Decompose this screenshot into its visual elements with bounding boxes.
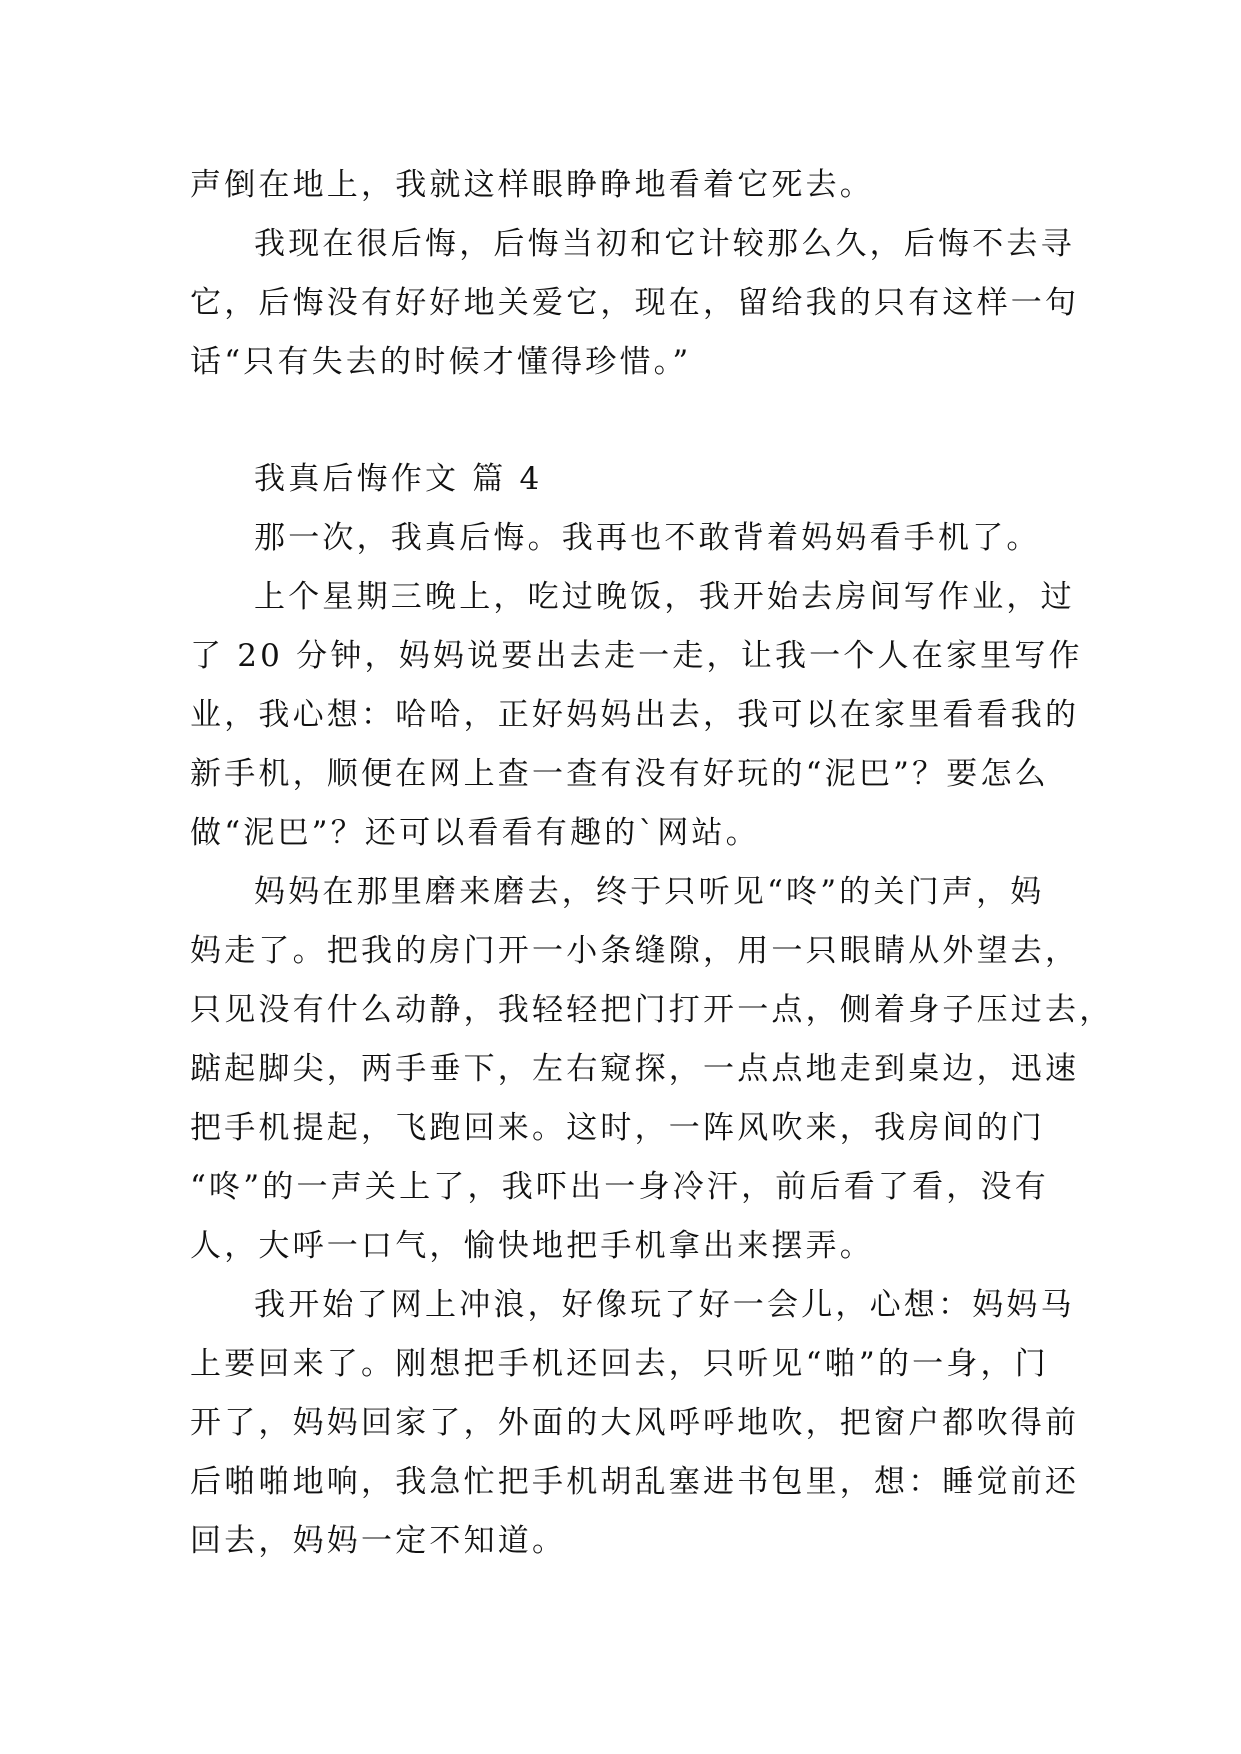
text-line: 那一次，我真后悔。我再也不敢背着妈妈看手机了。: [254, 520, 1041, 556]
text-line: 回去，妈妈一定不知道。: [190, 1523, 567, 1559]
text-line: 踮起脚尖，两手垂下，左右窥探，一点点地走到桌边，迅速: [190, 1051, 1080, 1087]
text-line: 把手机提起，飞跑回来。这时，一阵风吹来，我房间的门: [190, 1110, 1045, 1146]
text-line: 只见没有什么动静，我轻轻把门打开一点，侧着身子压过去，: [190, 992, 1114, 1028]
text-line: 开了，妈妈回家了，外面的大风呼呼地吹，把窗户都吹得前: [190, 1405, 1080, 1441]
text-line: “咚”的一声关上了，我吓出一身冷汗，前后看了看，没有: [190, 1169, 1049, 1205]
text-line: 上要回来了。刚想把手机还回去，只听见“啪”的一身，门: [190, 1346, 1049, 1382]
text-line: 了 20 分钟，妈妈说要出去走一走，让我一个人在家里写作: [190, 638, 1083, 674]
text-line: 我现在很后悔，后悔当初和它计较那么久，后悔不去寻: [254, 226, 1075, 262]
text-line: 人，大呼一口气，愉快地把手机拿出来摆弄。: [190, 1228, 874, 1264]
text-line: 后啪啪地响，我急忙把手机胡乱塞进书包里，想：睡觉前还: [190, 1464, 1080, 1500]
text-line: 上个星期三晚上，吃过晚饭，我开始去房间写作业，过: [254, 579, 1075, 615]
section-heading: 我真后悔作文 篇 4: [254, 461, 543, 497]
text-line: 妈走了。把我的房门开一小条缝隙，用一只眼睛从外望去，: [190, 933, 1080, 969]
text-line: 做“泥巴”？还可以看看有趣的`网站。: [190, 815, 760, 851]
text-line: 我开始了网上冲浪，好像玩了好一会儿，心想：妈妈马: [254, 1287, 1075, 1323]
text-line: 话“只有失去的时候才懂得珍惜。”: [190, 344, 692, 380]
text-line: 声倒在地上，我就这样眼睁睁地看着它死去。: [190, 167, 874, 203]
text-line: 妈妈在那里磨来磨去，终于只听见“咚”的关门声，妈: [254, 874, 1045, 910]
text-line: 新手机，顺便在网上查一查有没有好玩的“泥巴”？要怎么: [190, 756, 1049, 792]
text-line: 它，后悔没有好好地关爱它，现在，留给我的只有这样一句: [190, 285, 1080, 321]
text-line: 业，我心想：哈哈，正好妈妈出去，我可以在家里看看我的: [190, 697, 1080, 733]
